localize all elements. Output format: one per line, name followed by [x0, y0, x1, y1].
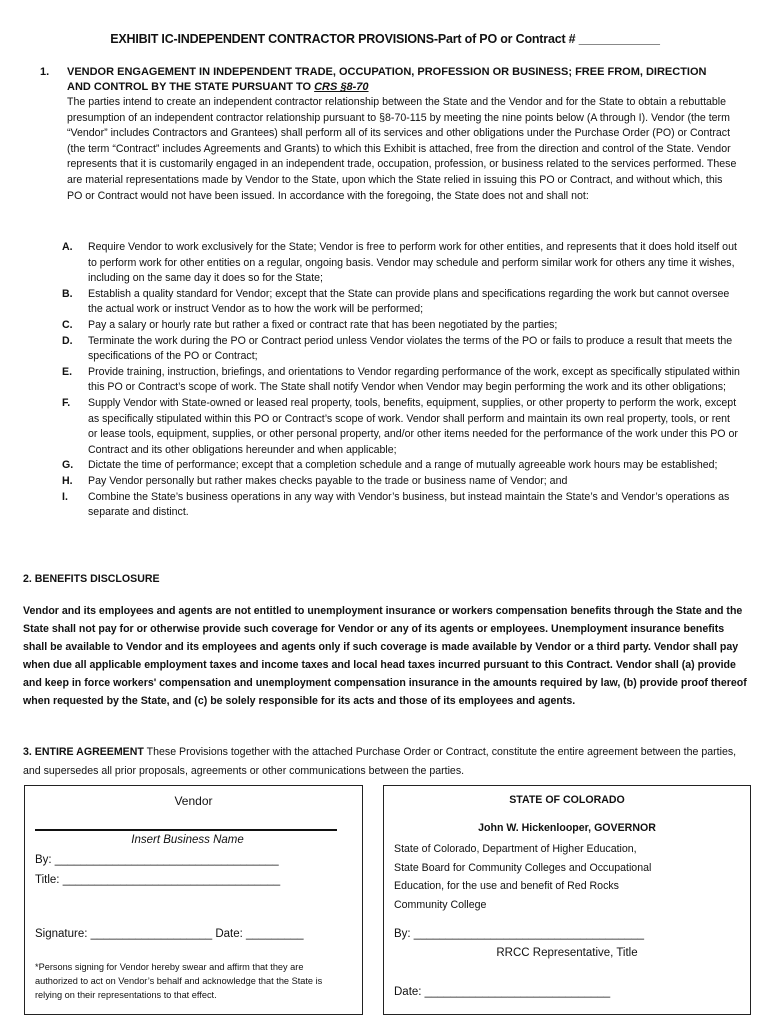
agency-line: State of Colorado, Department of Higher Education, [394, 843, 637, 855]
representative-title-label: RRCC Representative, Title [496, 947, 638, 959]
section-3-heading: 3. ENTIRE AGREEMENT [23, 746, 144, 758]
vendor-title-field[interactable]: Title: __________________________________ [35, 874, 281, 886]
list-item-text: Dictate the time of performance; except that a completion schedule and a range of mutually agreeable work hours may be established; [88, 459, 718, 472]
section-3-body: These Provisions together with the attached Purchase Order or Contract, constitute the entire agreement between the parties, and supersedes all prior proposals, agreements or other communications between the parties. [23, 746, 737, 777]
state-agency-description [394, 840, 744, 914]
vendor-signing-note: *Persons signing for Vendor hereby swear and affirm that they are authorized to act on Vendor’s behalf and acknowledge that the State is relying on their representations to that effect. [35, 962, 323, 1000]
vendor-box-heading: Vendor [174, 794, 213, 808]
agency-line: State Board for Community Colleges and Occupational [394, 861, 652, 874]
list-letter: H. [62, 474, 73, 487]
list-item-text: Provide training, instruction, briefings, and orientations to Vendor regarding performance of the work, except as specifically stipulated within this PO or Contract’s scope of work. The State shall notify Vendor when Vendor may begin performing the work and its other obligations; [88, 365, 740, 394]
list-item-text: Pay Vendor personally but rather makes checks payable to the trade or business name of Vendor; and [88, 474, 568, 487]
state-date-field[interactable]: Date: _____________________________ [394, 986, 611, 998]
list-item-text: Supply Vendor with State-owned or leased real property, tools, benefits, equipment, supplies, or other property to perform the work, except as specifically stipulated within this PO or Contract’s scope of work. Vendor shall perform and maintain its own real property, tools, or rent or lease tools, equipment, supplies, or other personal property, and/or other items needed for the performance of the work under this PO or Contract and its other obligations hereunder and when applicable; [88, 396, 738, 456]
list-letter: B. [62, 287, 73, 300]
list-letter: G. [62, 459, 74, 472]
list-item-c [62, 318, 742, 334]
list-item-b [62, 287, 742, 318]
state-signature-box [383, 785, 751, 1015]
list-item-text: Pay a salary or hourly rate but rather a fixed or contract rate that has been negotiated by the parties; [88, 318, 558, 331]
list-letter: E. [62, 365, 73, 378]
agency-line: Community College [394, 898, 487, 911]
list-item-text: Establish a quality standard for Vendor; except that the State can provide plans and specifications regarding the work but cannot oversee the actual work or instruct Vendor as to how the work will be performed; [88, 287, 730, 316]
list-letter: F. [62, 396, 71, 409]
document-title: EXHIBIT IC-INDEPENDENT CONTRACTOR PROVISIONS-Part of PO or Contract # ____________ [110, 32, 660, 46]
list-letter: C. [62, 318, 73, 331]
list-item-h [62, 474, 742, 490]
list-letter: D. [62, 334, 73, 347]
list-item-text: Combine the State’s business operations in any way with Vendor’s business, but instead maintain the State’s and Vendor’s operations as separate and distinct. [88, 490, 730, 519]
list-item-e [62, 365, 742, 396]
agency-line: Education, for the use and benefit of Red Rocks [394, 880, 619, 892]
governor-name: John W. Hickenlooper, GOVERNOR [478, 822, 656, 834]
section-1-heading-label: VENDOR ENGAGEMENT IN INDEPENDENT TRADE, OCCUPATION, PROFESSION OR BUSINESS; FREE FROM, DIRECTION AND CONTROL BY THE STATE PURSUANT TO [67, 66, 707, 93]
section-1-body: The parties intend to create an independent contractor relationship between the State and the Vendor and for the State to obtain a rebuttable presumption of an independent contractor relationship pursuant to §8-70-115 by meeting the nine points below (A through I). Vendor (the term “Vendor” includes Contractors and Grantees) shall perform all of its services and other obligations under the Purchase Order (PO) or Contract (the term “Contract” includes Agreements and Grants) to which this Exhibit is attached, free from the direction and control of the State. Vendor represents that it is customarily engaged in an independent trade, occupation, profession, or business related to the services performed. These are material representations made by Vendor to the State, upon which the State relied in issuing this PO or Contract, and without which, this PO or Contract would not have been issued. In accordance with the foregoing, the State does not and shall not: [67, 96, 737, 202]
list-item-text: Require Vendor to work exclusively for the State; Vendor is free to perform work for other entities, and represents that it does hold itself out to perform work for other entities on a regular, ongoing basis. Vendor may schedule and perform similar work for others any time it wishes, including on the same day it does so for the State; [88, 241, 737, 285]
list-item-i [62, 490, 742, 521]
section-1-number: 1. [40, 66, 50, 78]
state-by-field[interactable]: By: ____________________________________ [394, 928, 645, 940]
vendor-signature-date-field[interactable]: Signature: ___________________ Date: _________ [35, 928, 304, 940]
list-letter: I. [62, 490, 68, 503]
vendor-signature-box [24, 785, 363, 1015]
list-item-d [62, 334, 742, 365]
state-box-heading: STATE OF COLORADO [509, 794, 625, 806]
statute-reference: CRS §8-70 [314, 81, 369, 93]
prohibited-actions-list [62, 240, 742, 521]
business-name-line [35, 829, 337, 831]
section-3 [23, 743, 753, 781]
section-1-heading-text [67, 65, 727, 95]
section-2-body: Vendor and its employees and agents are not entitled to unemployment insurance or workers compensation benefits through the State and the State shall not pay for or otherwise provide such coverage for Vendor or any of its agents or employees. Unemployment insurance benefits shall be available to Vendor and its employees and agents only if such coverage is made available by Vendor or a third party. Vendor shall pay when due all applicable employment taxes and income taxes and local head taxes incurred pursuant to this Contract. Vendor shall (a) provide and keep in force workers' compensation and unemployment compensation insurance in the amounts required by law, (b) provide proof thereof when requested by the State, and (c) be solely responsible for its acts and those of its employees and agents. [23, 605, 747, 707]
vendor-by-field[interactable]: By: ___________________________________ [35, 854, 279, 866]
section-2-heading: 2. BENEFITS DISCLOSURE [23, 573, 160, 585]
list-item-a [62, 240, 742, 287]
list-item-text: Terminate the work during the PO or Contract period unless Vendor violates the terms of the PO or fails to produce a result that meets the specifications of the PO or Contract; [88, 334, 733, 363]
list-item-f [62, 396, 742, 458]
business-name-field[interactable]: Insert Business Name [131, 834, 244, 846]
list-letter: A. [62, 241, 73, 253]
list-item-g [62, 458, 742, 474]
